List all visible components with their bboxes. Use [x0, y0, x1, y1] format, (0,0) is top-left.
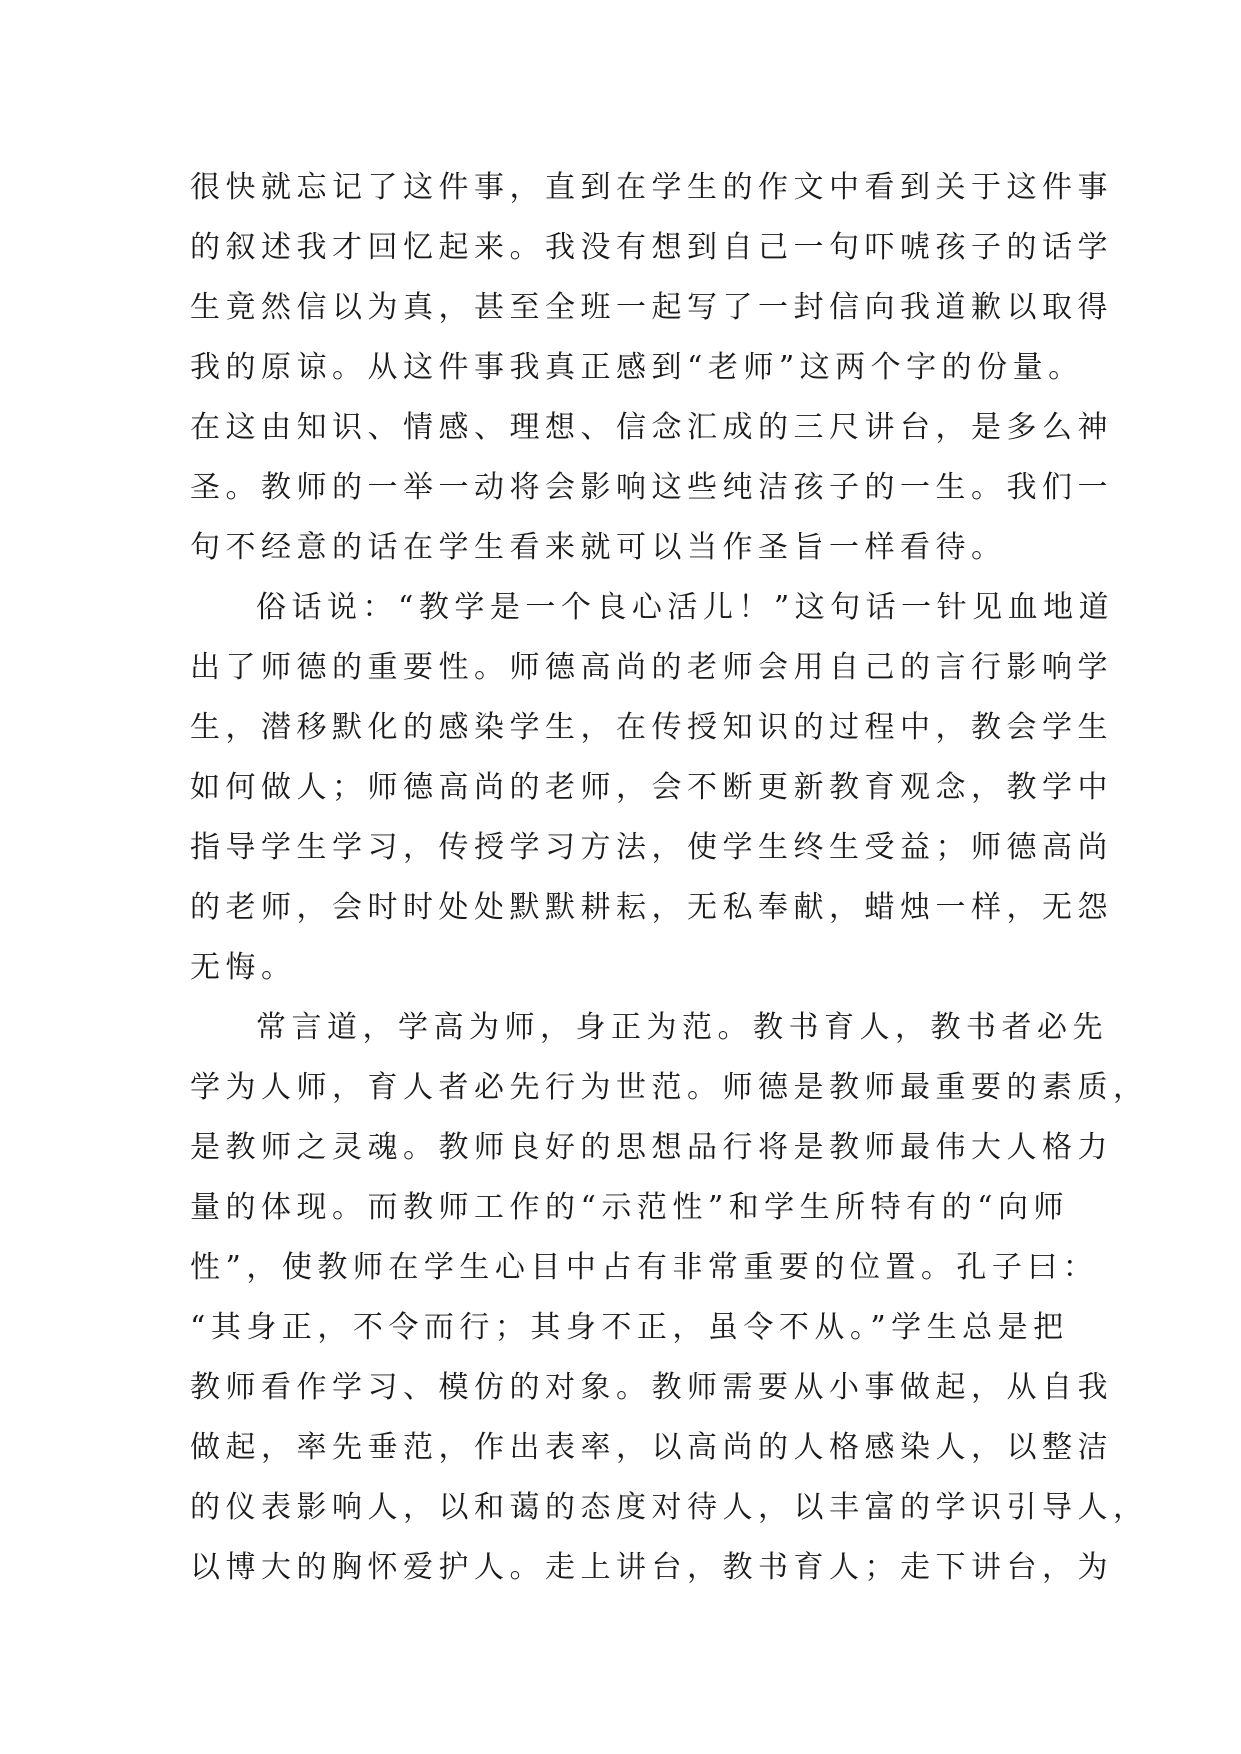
text-line: 以博大的胸怀爱护人。走上讲台，教书育人；走下讲台，为	[190, 1550, 1113, 1585]
text-line: 无悔。	[190, 950, 297, 985]
text-line-indented: 常言道，学高为师，身正为范。教书育人，教书者必先	[256, 1010, 1108, 1045]
text-line: 生竟然信以为真，甚至全班一起写了一封信向我道歉以取得	[190, 290, 1113, 325]
text-line: 做起，率先垂范，作出表率，以高尚的人格感染人，以整洁	[190, 1430, 1113, 1465]
text-line: 在这由知识、情感、理想、信念汇成的三尺讲台，是多么神	[190, 410, 1113, 445]
text-line: 生，潜移默化的感染学生，在传授知识的过程中，教会学生	[190, 710, 1113, 745]
text-line: 很快就忘记了这件事，直到在学生的作文中看到关于这件事	[190, 170, 1113, 205]
text-line: 性”，使教师在学生心目中占有非常重要的位置。孔子曰：	[190, 1250, 1099, 1285]
paragraph-2	[190, 578, 1115, 998]
text-line: 是教师之灵魂。教师良好的思想品行将是教师最伟大人格力	[190, 1130, 1113, 1165]
text-line: 如何做人；师德高尚的老师，会不断更新教育观念，教学中	[190, 770, 1113, 805]
text-line: 的老师，会时时处处默默耕耘，无私奉献，蜡烛一样，无怨	[190, 890, 1113, 925]
text-line: 量的体现。而教师工作的“示范性”和学生所特有的“向师	[190, 1190, 1070, 1225]
document-body	[190, 158, 1149, 1598]
text-line: 指导学生学习，传授学习方法，使学生终生受益；师德高尚	[190, 830, 1113, 865]
text-line: 教师看作学习、模仿的对象。教师需要从小事做起，从自我	[190, 1370, 1113, 1405]
text-line: 我的原谅。从这件事我真正感到“老师”这两个字的份量。	[190, 350, 1084, 385]
text-line: 的叙述我才回忆起来。我没有想到自己一句吓唬孩子的话学	[190, 230, 1113, 265]
text-line: 圣。教师的一举一动将会影响这些纯洁孩子的一生。我们一	[190, 470, 1113, 505]
paragraph-1	[190, 158, 1113, 578]
text-line: 学为人师，育人者必先行为世范。师德是教师最重要的素质，	[190, 1070, 1149, 1105]
paragraph-3	[190, 998, 1149, 1598]
text-line: 句不经意的话在学生看来就可以当作圣旨一样看待。	[190, 530, 1007, 565]
text-line: 的仪表影响人，以和蔼的态度对待人，以丰富的学识引导人，	[190, 1490, 1149, 1525]
text-line-indented: 俗话说：“教学是一个良心活儿！”这句话一针见血地道	[256, 590, 1115, 625]
text-line: 出了师德的重要性。师德高尚的老师会用自己的言行影响学	[190, 650, 1113, 685]
text-line: “其身正，不令而行；其身不正，虽令不从。”学生总是把	[190, 1310, 1069, 1345]
